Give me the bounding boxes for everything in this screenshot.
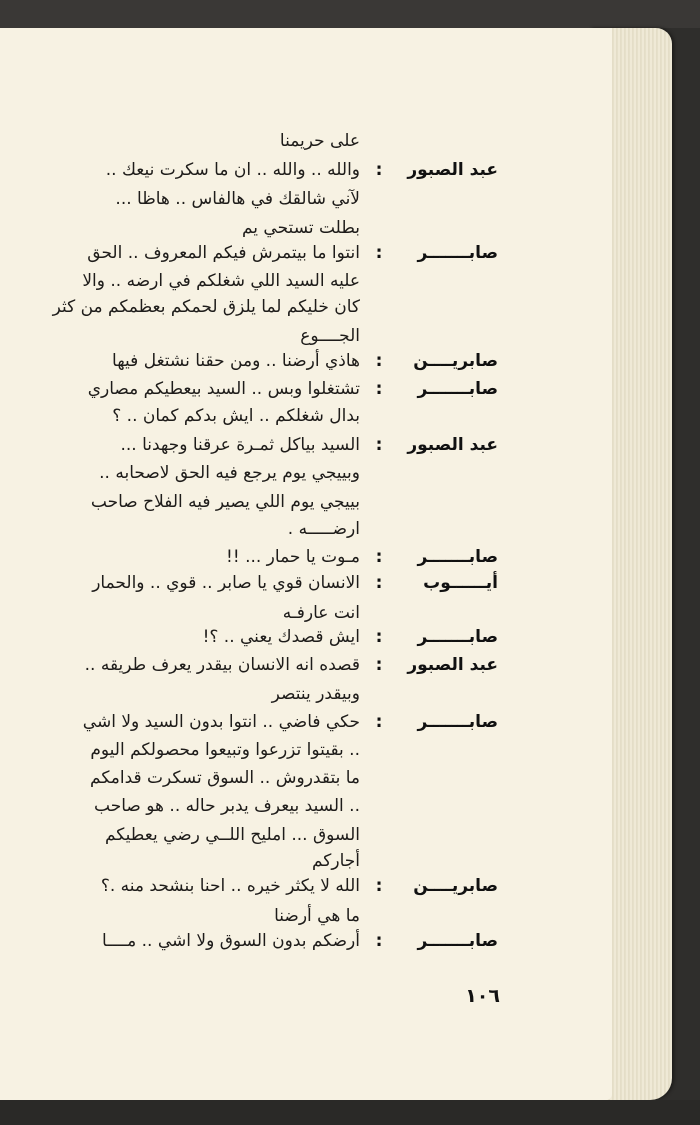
line-text: الجــــوع	[300, 326, 360, 346]
scan-background-bottom	[0, 1100, 700, 1125]
line-text: بييجي يوم اللي يصير فيه الفلاح صاحب	[90, 492, 360, 512]
line-text: أرضكم بدون السوق ولا اشي .. مــــا	[102, 931, 360, 951]
speaker-name: عبد الصبور	[407, 160, 498, 180]
line-text: هاذي أرضنا .. ومن حقنا نشتغل فيها	[112, 351, 360, 371]
speaker-colon: :	[375, 243, 383, 263]
line-text: كان خليكم لما يلزق لحمكم بعظمكم من كثر	[52, 297, 360, 317]
speaker-colon: :	[375, 351, 383, 371]
line-text: وبييجي يوم يرجع فيه الحق لاصحابه ..	[99, 463, 360, 483]
line-text: ما بتقدروش .. السوق تسكرت قدامكم	[90, 768, 360, 788]
speaker-name: عبد الصبور	[407, 435, 498, 455]
speaker-name: صابـــــــر	[417, 931, 498, 951]
scan-background-top	[0, 0, 700, 28]
line-text: أجاركم	[311, 851, 360, 871]
line-text: لآني شالقك في هالفاس .. هاظا ...	[115, 189, 360, 209]
line-text: مـوت يا حمار ... !!	[226, 547, 360, 567]
speaker-colon: :	[375, 379, 383, 399]
speaker-name: أيــــــوب	[423, 573, 498, 593]
line-text: الانسان قوي يا صابر .. قوي .. والحمار	[92, 573, 360, 593]
line-text: ارضـــــه .	[287, 519, 360, 539]
speaker-name: صابـــــــر	[417, 379, 498, 399]
line-text: بدال شغلكم .. ايش بدكم كمان .. ؟	[112, 406, 360, 426]
speaker-name: عبد الصبور	[407, 655, 498, 675]
speaker-name: صابـــــــر	[417, 627, 498, 647]
speaker-colon: :	[375, 160, 383, 180]
line-text: بطلت تستحي يم	[241, 218, 360, 238]
line-text: على حريمنا	[279, 131, 360, 151]
speaker-colon: :	[375, 931, 383, 951]
line-text: السيد بياكل ثمـرة عرقنا وجهدنا ...	[120, 435, 360, 455]
line-text: الله لا يكثر خيره .. احنا بنشحد منه .؟	[100, 876, 360, 896]
line-text: انتوا ما بيتمرش فيكم المعروف .. الحق	[87, 243, 360, 263]
line-text: انت عارفـه	[282, 603, 360, 623]
line-text: والله .. والله .. ان ما سكرت نيعك ..	[105, 160, 360, 180]
line-text: تشتغلوا وبس .. السيد بيعطيكم مصاري	[87, 379, 360, 399]
line-text: ما هي أرضنا	[274, 906, 360, 926]
speaker-name: صابريــــن	[413, 876, 498, 896]
line-text: ايش قصدك يعني .. ؟!	[202, 627, 360, 647]
speaker-colon: :	[375, 876, 383, 896]
speaker-name: صابـــــــر	[417, 243, 498, 263]
speaker-colon: :	[375, 547, 383, 567]
line-text: .. بقيتوا تزرعوا وتبيعوا محصولكم اليوم	[90, 740, 360, 760]
page-number: ١٠٦	[465, 985, 500, 1007]
line-text: عليه السيد اللي شغلكم في ارضه .. والا	[82, 271, 360, 291]
line-text: حكي فاضي .. انتوا بدون السيد ولا اشي	[82, 712, 360, 732]
speaker-name: صابـــــــر	[417, 547, 498, 567]
speaker-colon: :	[375, 573, 383, 593]
line-text: السوق ... امليح اللــي رضي يعطيكم	[104, 825, 360, 845]
line-text: .. السيد بيعرف يدبر حاله .. هو صاحب	[94, 796, 360, 816]
speaker-colon: :	[375, 627, 383, 647]
line-text: وبيقدر ينتصر	[271, 684, 360, 704]
line-text: قصده انه الانسان بيقدر يعرف طريقه ..	[84, 655, 360, 675]
speaker-name: صابريــــن	[413, 351, 498, 371]
speaker-name: صابـــــــر	[417, 712, 498, 732]
speaker-colon: :	[375, 712, 383, 732]
speaker-colon: :	[375, 655, 383, 675]
speaker-colon: :	[375, 435, 383, 455]
